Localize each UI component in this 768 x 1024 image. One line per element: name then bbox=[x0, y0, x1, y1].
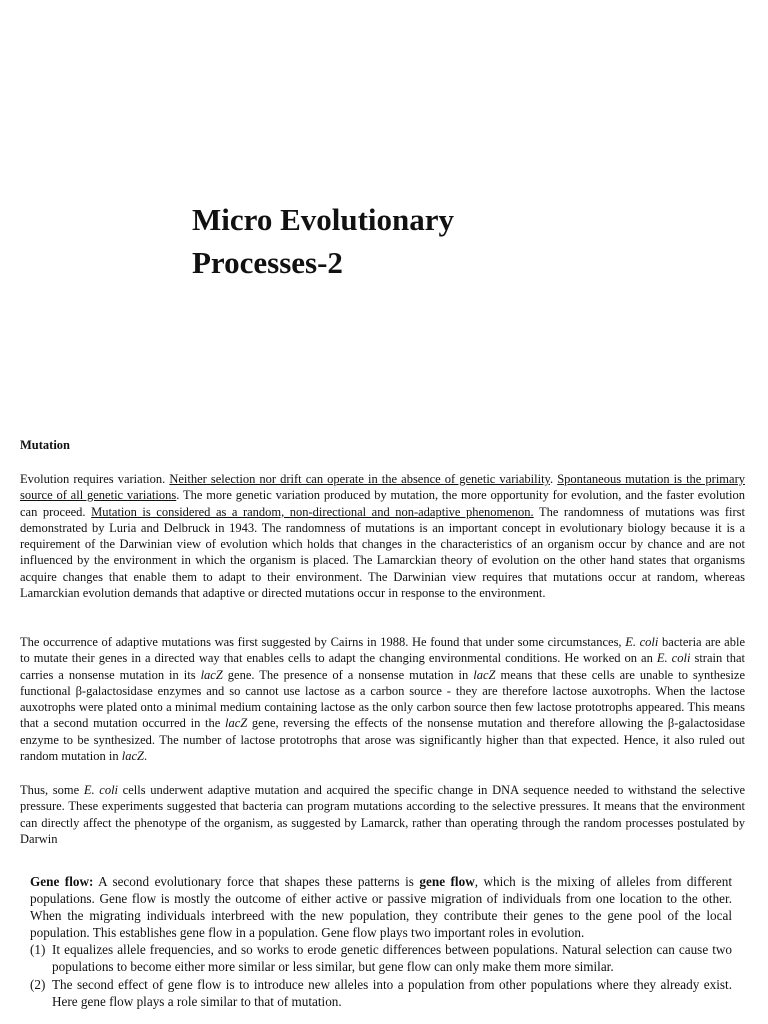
list-number: (2) bbox=[30, 976, 46, 992]
title-line-2: Processes-2 bbox=[192, 245, 343, 280]
gene-flow-list-item bbox=[30, 976, 732, 1010]
mutation-paragraph-1: Evolution requires variation. Neither selection nor drift can operate in the absence of genetic variability. Spontaneous mutation is the primary source of all genetic variations. The more genetic variation produced by mutation, the more opportunity for evolution, and the faster evolution can proceed. Mutation is considered as a random, non-directional and non-adaptive phenomenon. The randomness of mutations was first demonstrated by Luria and Delbruck in 1943. The randomness of mutations is an important concept in evolutionary biology because it is a requirement of the Darwinian view of evolution which holds that changes in the characteristics of an organism occur by chance and are not influenced by the environment in which the organism is placed. The Lamarckian theory of evolution on the other hand states that organisms acquire changes that enable them to adapt to their environment. The Darwinian view requires that mutations occur at random, whereas Lamarckian evolution demands that adaptive or directed mutations occur in response to the environment. bbox=[20, 472, 746, 601]
gene-flow-list-item bbox=[30, 941, 732, 975]
mutation-paragraph-2: The occurrence of adaptive mutations was first suggested by Cairns in 1988. He found that under some circumstances, E. coli bacteria are able to mutate their genes in a directed way that enables cells to adapt the changing environmental conditions. He worked on an E. coli strain that carries a nonsense mutation in its lacZ gene. The presence of a nonsense mutation in lacZ means that these cells are unable to synthesize functional β-galactosidase enzymes and so cannot use lactose as a carbon source - they are therefore lactose auxotrophs. When the lactose auxotrophs were plated onto a minimal medium containing lactose as the only carbon source then few lactose prototrophs appeared. This means that a second mutation occurred in the lacZ gene, reversing the effects of the nonsense mutation and therefore allowing the β-galactosidase enzyme to be synthesized. The number of lactose prototrophs that arose was significantly higher than that expected. Hence, it also ruled out random mutation in lacZ. bbox=[20, 635, 746, 764]
mutation-heading: Mutation bbox=[20, 438, 70, 452]
gene-flow-label: Gene flow: bbox=[30, 874, 94, 889]
page-title bbox=[192, 198, 454, 284]
mutation-paragraph-3: Thus, some E. coli cells underwent adaptive mutation and acquired the specific change in DNA sequence needed to withstand the selective pressure. These experiments suggested that bacteria can program mutations according to the selective pressures. It means that the environment can directly affect the phenotype of the organism, as suggested by Lamarck, rather than operating through the random processes postulated by Darwin bbox=[20, 783, 745, 846]
list-item-text: It equalizes allele frequencies, and so works to erode genetic differences between populations. Natural selection can cause two populations to become either more similar or less similar, but gene flow can only make them more similar. bbox=[52, 942, 732, 975]
list-item-text: The second effect of gene flow is to introduce new alleles into a population from other populations where they already exist. Here gene flow plays a role similar to that of mutation. bbox=[52, 976, 732, 1009]
title-line-1: Micro Evolutionary bbox=[192, 202, 455, 237]
gene-flow-section bbox=[30, 873, 732, 1010]
list-number: (1) bbox=[30, 942, 46, 958]
gene-flow-intro: Gene flow: A second evolutionary force that shapes these patterns is gene flow, which is the mixing of alleles from different populations. Gene flow is mostly the outcome of either active or passive migration of individuals from one location to the other. When the migrating individuals interbreed with the new population, they contribute their genes to the gene pool of the local population. This establishes gene flow in a population. Gene flow plays two important roles in evolution. bbox=[30, 874, 732, 941]
